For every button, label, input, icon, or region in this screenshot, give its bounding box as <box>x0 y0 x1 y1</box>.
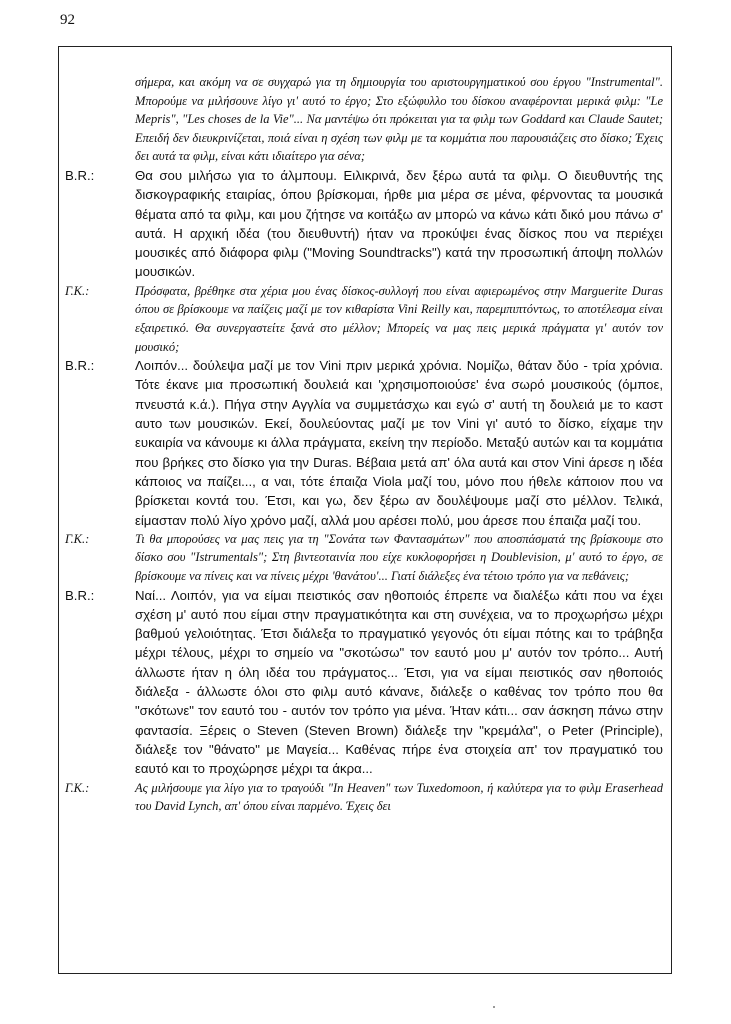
page-number: 92 <box>60 12 75 28</box>
interview-entry-question <box>59 73 671 166</box>
entry-text: Τι θα μπορούσες να μας πεις για τη "Σονάτα των Φαντασμάτων" που αποσπάσματά της βρίσκουμε στο δίσκο σου "Istrumentals"; Στη βιντεοταινία που είχε κυκλοφορήσει η Doublevision, μ' αυτό το έργο, σε βρίσκουμε να πίνεις και να πίνεις μέχρι 'θανάτου'... Γιατί διάλεξες ένα τέτοιο τρόπο για να πεθάνεις; <box>135 531 663 583</box>
speaker-label: Γ.Κ.: <box>65 531 90 546</box>
interview-content <box>59 73 671 816</box>
speaker-label: Γ.Κ.: <box>65 780 90 795</box>
entry-text: σήμερα, και ακόμη να σε συγχαρώ για τη δημιουργία του αριστουργηματικού σου έργου "Instrumental". Μπορούμε να μιλήσουνε λίγο γι' αυτό το έργο; Στο εξώφυλλο του δίσκου αναφέρονται μερικά φιλμ: "Le Mepris", "Les choses de la Vie"... Να μαντέψω ότι πρόκειται για τα φιλμ των Goddard και Claude Sautet; Επειδή δεν διευκρινίζεται, ποιά είναι η σχέση των φιλμ με τα κομμάτια που παρουσιάζεις στο δίσκο; Έχεις δει αυτά τα φιλμ, είναι κάτι ιδιαίτερο για σένα; <box>135 75 663 164</box>
speaker-label: B.R.: <box>65 167 95 183</box>
interview-entry-answer <box>59 586 671 779</box>
entry-text: Πρόσφατα, βρέθηκε στα χέρια μου ένας δίσκος-συλλογή που είναι αφιερωμένος στην Marguerite Duras όπου σε βρίσκουμε να παίζεις μαζί με τον κιθαρίστα Vini Reilly και, παρεμπιπτόντως, το αποτέλεσμα είναι εξαιρετικό. Θα συνεργαστείτε ξανά στο μέλλον; Μπορείς να μας πεις μερικά πράγματα γι' αυτόν τον μουσικό; <box>135 283 663 354</box>
entry-text: Ναί... Λοιπόν, για να είμαι πειστικός σαν ηθοποιός έπρεπε να διαλέξω κάτι που να έχει σχέση μ' αυτό που είμαι στην πραγματικότητα και στη συνέχεια, να το προχωρήσω μέχρι βαθμού γελοιότητας. Έτσι διάλεξα το πραγματικό γεγονός ότι είμαι πότης και το τράβηξα μέχρι τέλους, μέχρι το σημείο να "σκοτώσω" τον εαυτό μου μ' αυτόν τον τρόπο... Αυτή άλλωστε ήταν η όλη ιδέα του πράγματος... Έτσι, για να είμαι πειστικός σαν ηθοποιός διάλεξα - άλλωστε όλοι στο φιλμ αυτό κάνανε, διάλεξε ο καθένας τον τρόπο που θα "σκότωνε" τον εαυτό του - αυτόν τον τρόπο για μένα. Ήταν κάτι... σαν άσκηση πάνω στην φαντασία. Ξέρεις ο Steven (Steven Brown) διάλεξε την "κρεμάλα", ο Peter (Principle), διάλεξε τον "θάνατο" με Μαγεία... Καθένας πήρε ένα στοιχεία απ' τον πραγματικό του εαυτό και το προχώρησε μέχρι τα άκρα... <box>135 587 663 777</box>
entry-text: Λοιπόν... δούλεψα μαζί με τον Vini πριν μερικά χρόνια. Νομίζω, θάταν δύο - τρία χρόνια. Τότε έκανε μια προσωπική δουλειά και 'χρησιμοποιούσε' ένα σωρό μουσικούς (όμποε, πνευστά κ.ά.). Πήγα στην Αγγλία να συμμετάσχω και εγώ σ' αυτή τη δουλειά με το καστ αυτο των μουσικών. Εκεί, δουλεύοντας μαζί με τον Vini γι' αυτό το δίσκο, είχαμε την ευκαιρία να κάνουμε κι άλλα πράγματα, εκείνη την περίοδο. Μεταξύ αυτών και τα κομμάτια που βρήκες στο δίσκο για την Duras. Βέβαια μετά απ' όλα αυτά και στον Vini άρεσε η ιδέα κάποιος να παίζει..., α ναι, τότε έπαιζα Viola μαζί του, μόνο που ήθελε κάποιον που να βρίσκεται κοντά του. Έτσι, και γω, δεν ξέρω αν δουλέψουμε μαζί στο μέλλον. Τελικά, είμασταν πολύ λίγο χρόνο μαζί, αλλά μου αρέσει πολύ, μου άρεσε που έπαιζα μαζί του. <box>135 358 663 528</box>
interview-entry-question <box>59 282 671 356</box>
entry-text: Ας μιλήσουμε για λίγο για το τραγούδι "In Heaven" των Tuxedomoon, ή καλύτερα για το φιλμ Eraserhead του David Lynch, απ' όπου είναι παρμένο. Έχεις δει <box>135 780 663 814</box>
speaker-label: B.R.: <box>65 358 95 374</box>
entry-text: Θα σου μιλήσω για το άλμπουμ. Ειλικρινά, δεν ξέρω αυτά τα φιλμ. Ο διευθυντής της δισκογραφικής εταιρίας, όπου βρίσκομαι, ήρθε μια μέρα σε μένα, φέρνοντας τα μουσικά θέματα από τα φιλμ, και μου ζήτησε να κοιτάξω αν μπορώ να κάνω κάτι δικό μου πάνω σ' αυτά. Η αρχική ιδέα (του διευθυντή) ήταν να προκύψει ένας δίσκος που να περιέχει μουσικές από διάφορα φιλμ ("Moving Soundtracks") κατά την προσωπική άποψη πολλών μουσικών. <box>135 167 663 280</box>
interview-entry-answer <box>59 166 671 282</box>
interview-entry-answer <box>59 356 671 530</box>
speaker-label: B.R.: <box>65 587 95 603</box>
scan-speck <box>493 1006 495 1008</box>
interview-frame <box>58 46 672 974</box>
interview-entry-question <box>59 530 671 586</box>
speaker-label: Γ.Κ.: <box>65 283 90 298</box>
interview-entry-question <box>59 779 671 816</box>
